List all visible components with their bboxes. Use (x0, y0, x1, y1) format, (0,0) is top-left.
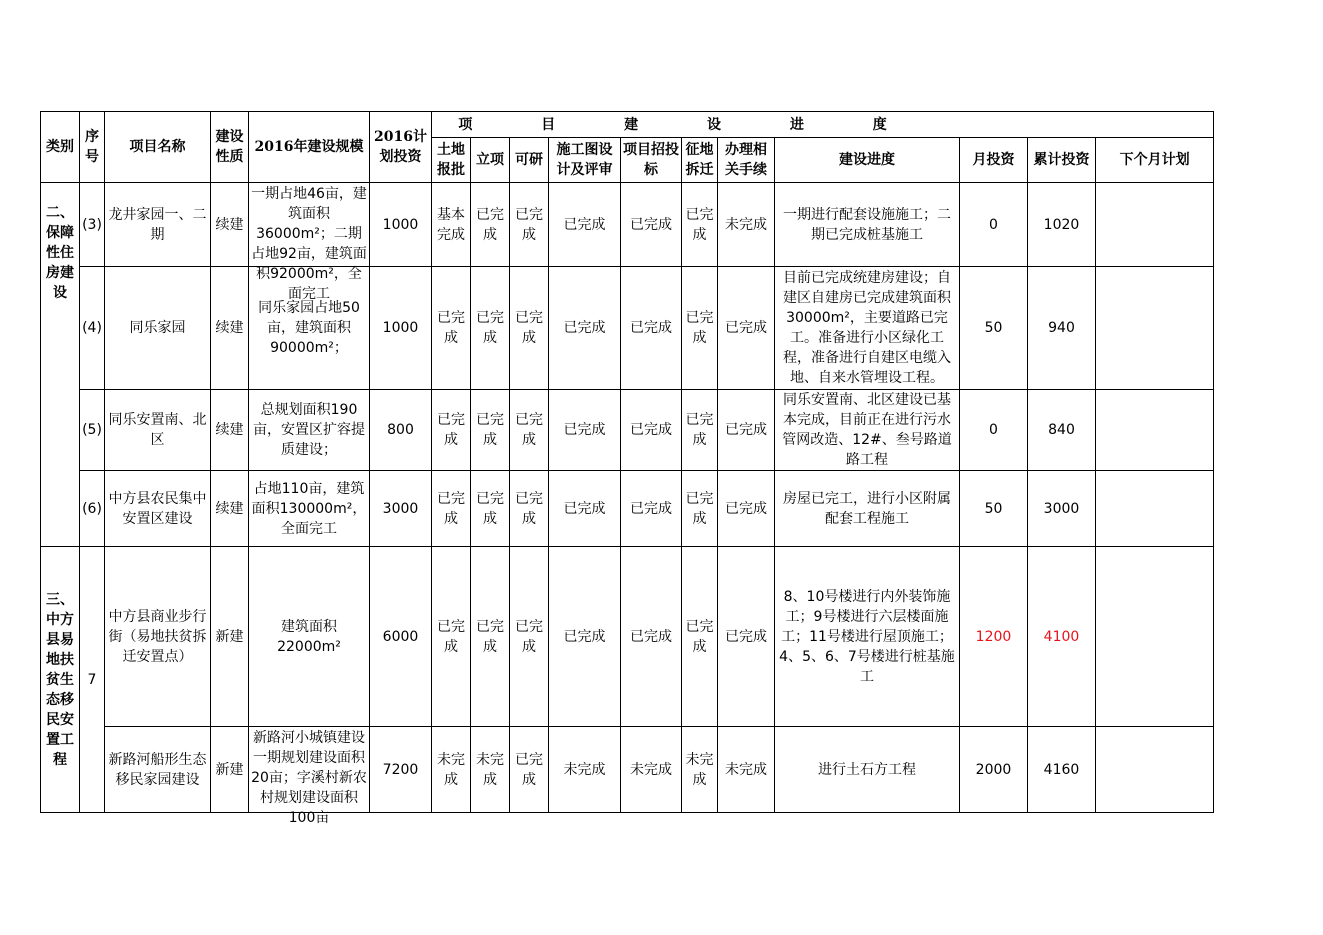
approval-cell: 未完成 (471, 727, 510, 813)
drawing-cell: 已完成 (549, 267, 621, 390)
plan-cell: 1000 (370, 267, 432, 390)
procedures-cell: 已完成 (718, 267, 775, 390)
nature-cell: 续建 (211, 183, 249, 267)
monthly-cell: 50 (960, 267, 1028, 390)
drawing-cell: 已完成 (549, 547, 621, 727)
category-cell: 二、保障性住房建设 (41, 183, 80, 547)
land-cell: 基本完成 (432, 183, 471, 267)
next-month-cell (1096, 727, 1214, 813)
nature-cell: 续建 (211, 471, 249, 547)
header-procedures: 办理相关手续 (718, 138, 775, 183)
next-month-cell (1096, 267, 1214, 390)
drawing-cell: 已完成 (549, 390, 621, 471)
procedures-cell: 未完成 (718, 727, 775, 813)
seq-cell: (5) (80, 390, 105, 471)
expropriation-cell: 已完成 (682, 183, 718, 267)
construction-cell: 8、10号楼进行内外装饰施工；9号楼进行六层楼面施工；11号楼进行屋顶施工；4、5、6、7号楼进行桩基施工 (775, 547, 960, 727)
header-feasibility: 可研 (510, 138, 549, 183)
construction-cell: 目前已完成统建房建设；自建区自建房已完成建筑面积30000m²，主要道路已完工。准备进行小区绿化工程，准备进行自建区电缆入地、自来水管埋设工程。 (775, 267, 960, 390)
expropriation-cell: 已完成 (682, 390, 718, 471)
header-nature: 建设性质 (211, 112, 249, 183)
expropriation-cell: 未完成 (682, 727, 718, 813)
drawing-cell: 已完成 (549, 183, 621, 267)
nature-cell: 新建 (211, 547, 249, 727)
plan-cell: 7200 (370, 727, 432, 813)
cumulative-cell: 840 (1028, 390, 1096, 471)
approval-cell: 已完成 (471, 267, 510, 390)
monthly-cell: 0 (960, 183, 1028, 267)
feasibility-cell: 已完成 (510, 183, 549, 267)
procedures-cell: 已完成 (718, 390, 775, 471)
header-category: 类别 (41, 112, 80, 183)
header-expropriation: 征地拆迁 (682, 138, 718, 183)
header-cumulative: 累计投资 (1028, 138, 1096, 183)
scale-text: 新路河小城镇建设一期规划建设面积20亩；字溪村新农村规划建设面积100亩 (251, 729, 367, 826)
land-cell: 已完成 (432, 471, 471, 547)
drawing-cell: 已完成 (549, 471, 621, 547)
approval-cell: 已完成 (471, 547, 510, 727)
feasibility-cell: 已完成 (510, 267, 549, 390)
name-cell: 中方县商业步行街（易地扶贫拆迁安置点） (105, 547, 211, 727)
header-progress-group: 项 目 建 设 进 度 (458, 116, 919, 133)
cumulative-cell: 3000 (1028, 471, 1096, 547)
expropriation-cell: 已完成 (682, 471, 718, 547)
monthly-cell: 50 (960, 471, 1028, 547)
name-cell: 新路河船形生态移民家园建设 (105, 727, 211, 813)
cumulative-cell: 4100 (1028, 547, 1096, 727)
header-row-1 (41, 112, 1214, 138)
header-land: 土地报批 (432, 138, 471, 183)
next-month-cell (1096, 390, 1214, 471)
seq-cell: (6) (80, 471, 105, 547)
construction-cell: 房屋已完工，进行小区附属配套工程施工 (775, 471, 960, 547)
approval-cell: 已完成 (471, 183, 510, 267)
scale-cell: 同乐家园占地50亩，建筑面积90000m²； (249, 267, 370, 390)
procedures-cell: 未完成 (718, 183, 775, 267)
scale-cell: 建筑面积22000m² (249, 547, 370, 727)
cumulative-cell: 940 (1028, 267, 1096, 390)
bidding-cell: 已完成 (621, 267, 682, 390)
expropriation-cell: 已完成 (682, 547, 718, 727)
header-monthly: 月投资 (960, 138, 1028, 183)
approval-cell: 已完成 (471, 471, 510, 547)
table-row (41, 727, 1214, 813)
construction-cell: 一期进行配套设施施工；二期已完成桩基施工 (775, 183, 960, 267)
cumulative-cell: 1020 (1028, 183, 1096, 267)
plan-cell: 3000 (370, 471, 432, 547)
land-cell: 已完成 (432, 390, 471, 471)
land-cell: 已完成 (432, 547, 471, 727)
name-cell: 中方县农民集中安置区建设 (105, 471, 211, 547)
table-row (41, 390, 1214, 471)
project-progress-table (40, 111, 1214, 826)
category-cell: 三、中方县易地扶贫生态移民安置工程 (41, 547, 80, 813)
procedures-cell: 已完成 (718, 471, 775, 547)
seq-cell: (3) (80, 183, 105, 267)
monthly-cell: 0 (960, 390, 1028, 471)
nature-cell: 续建 (211, 267, 249, 390)
seq-cell: (4) (80, 267, 105, 390)
nature-cell: 续建 (211, 390, 249, 471)
feasibility-cell: 已完成 (510, 471, 549, 547)
feasibility-cell: 已完成 (510, 390, 549, 471)
next-month-cell (1096, 471, 1214, 547)
table-row (41, 267, 1214, 390)
table-row (41, 471, 1214, 547)
name-cell: 同乐家园 (105, 267, 211, 390)
name-cell: 同乐安置南、北区 (105, 390, 211, 471)
plan-cell: 1000 (370, 183, 432, 267)
monthly-cell: 2000 (960, 727, 1028, 813)
table-row (41, 183, 1214, 267)
name-cell: 龙井家园一、二期 (105, 183, 211, 267)
bidding-cell: 已完成 (621, 471, 682, 547)
bidding-cell: 未完成 (621, 727, 682, 813)
header-drawing: 施工图设计及评审 (549, 138, 621, 183)
next-month-cell (1096, 547, 1214, 727)
header-approval: 立项 (471, 138, 510, 183)
header-name: 项目名称 (105, 112, 211, 183)
header-plan: 2016计划投资 (370, 112, 432, 183)
nature-cell: 新建 (211, 727, 249, 813)
next-month-cell (1096, 183, 1214, 267)
table-row (41, 547, 1214, 727)
scale-cell: 占地110亩，建筑面积130000m²，全面完工 (249, 471, 370, 547)
header-scale: 2016年建设规模 (249, 112, 370, 183)
bidding-cell: 已完成 (621, 390, 682, 471)
plan-cell: 6000 (370, 547, 432, 727)
monthly-cell: 1200 (960, 547, 1028, 727)
drawing-cell: 未完成 (549, 727, 621, 813)
bidding-cell: 已完成 (621, 547, 682, 727)
land-cell: 未完成 (432, 727, 471, 813)
header-next-month: 下个月计划 (1096, 138, 1214, 183)
cumulative-cell: 4160 (1028, 727, 1096, 813)
header-construction: 建设进度 (775, 138, 960, 183)
plan-cell: 800 (370, 390, 432, 471)
seq-cell: 7 (80, 547, 105, 813)
feasibility-cell: 已完成 (510, 727, 549, 813)
approval-cell: 已完成 (471, 390, 510, 471)
land-cell: 已完成 (432, 267, 471, 390)
scale-cell: 总规划面积190亩，安置区扩容提质建设； (249, 390, 370, 471)
scale-text: 一期占地46亩，建筑面积36000m²；二期占地92亩，建筑面积92000m²，全面完工 (251, 185, 367, 302)
bidding-cell: 已完成 (621, 183, 682, 267)
construction-cell: 进行土石方工程 (775, 727, 960, 813)
construction-cell: 同乐安置南、北区建设已基本完成，目前正在进行污水管网改造、12#、叁号路道路工程 (775, 390, 960, 471)
header-seq: 序号 (80, 112, 105, 183)
header-bidding: 项目招投标 (621, 138, 682, 183)
feasibility-cell: 已完成 (510, 547, 549, 727)
procedures-cell: 已完成 (718, 547, 775, 727)
expropriation-cell: 已完成 (682, 267, 718, 390)
